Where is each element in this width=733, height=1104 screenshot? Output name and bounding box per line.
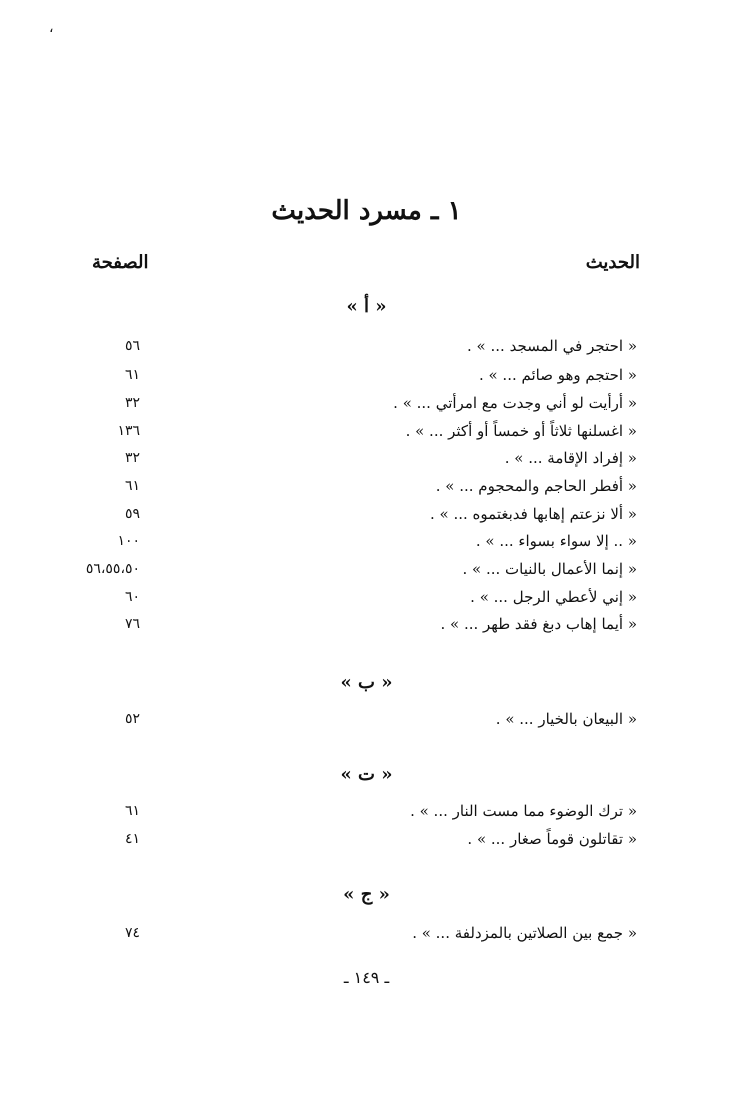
page-number: ٦١	[124, 478, 140, 494]
hadith-text: « تقاتلون قوماً صغار ... » .	[467, 830, 637, 848]
hadith-text: « احتجر في المسجد ... » .	[467, 337, 637, 355]
section-heading-alif: « أ »	[346, 296, 387, 317]
hadith-text: « ألا نزعتم إهابها فدبغتموه ... » .	[429, 505, 637, 523]
hadith-text: « البيعان بالخيار ... » .	[495, 710, 637, 728]
hadith-text: « احتجم وهو صائم ... » .	[478, 366, 637, 384]
page-number: ٣٢	[124, 395, 140, 411]
section-heading-jim: « ج »	[343, 884, 390, 905]
page-number: ٤١	[124, 831, 140, 847]
corner-mark: ،	[49, 20, 54, 36]
page-number: ٥٦	[124, 338, 140, 354]
page-number: ٦١	[124, 367, 140, 383]
index-row	[0, 709, 733, 737]
hadith-text: « .. إلا سواء بسواء ... » .	[475, 532, 637, 550]
index-row	[0, 587, 733, 615]
page-number: ٦١	[124, 803, 140, 819]
index-row	[0, 448, 733, 476]
index-row	[0, 531, 733, 559]
page-number: ٥٦،٥٥،٥٠	[85, 561, 140, 577]
hadith-text: « ترك الوضوء مما مست النار ... » .	[410, 802, 637, 820]
hadith-text: « جمع بين الصلاتين بالمزدلفة ... » .	[412, 924, 637, 942]
index-row	[0, 829, 733, 857]
index-row	[0, 559, 733, 587]
page-title: ١ ـ مسرد الحديث	[271, 196, 462, 226]
page-number: ١٠٠	[117, 533, 140, 549]
index-row	[0, 421, 733, 449]
page-number-footer: ـ ١٤٩ ـ	[343, 968, 390, 987]
page-number: ٥٩	[124, 506, 140, 522]
section-heading-ba: « ب »	[340, 672, 393, 693]
page-number: ٥٢	[124, 711, 140, 727]
hadith-text: « أرأيت لو أني وجدت مع امرأتي ... » .	[393, 394, 637, 412]
index-row	[0, 365, 733, 393]
index-row	[0, 504, 733, 532]
index-row	[0, 801, 733, 829]
page-number: ٣٢	[124, 450, 140, 466]
index-row	[0, 476, 733, 504]
column-header-page: الصفحة	[92, 252, 149, 273]
section-heading-ta: « ت »	[340, 764, 393, 785]
hadith-text: « إني لأعطي الرجل ... » .	[470, 588, 637, 606]
hadith-text: « إنما الأعمال بالنيات ... » .	[462, 560, 637, 578]
page-number: ٧٦	[124, 616, 140, 632]
page-number: ١٣٦	[117, 423, 140, 439]
index-row	[0, 336, 733, 364]
index-row	[0, 923, 733, 951]
page-number: ٦٠	[124, 589, 140, 605]
hadith-text: « إفراد الإقامة ... » .	[504, 449, 637, 467]
page-number: ٧٤	[124, 925, 140, 941]
index-row	[0, 614, 733, 642]
hadith-text: « اغسلنها ثلاثاً أو خمساً أو أكثر ... » .	[405, 422, 637, 440]
hadith-text: « أيما إهاب دبغ فقد طهر ... » .	[440, 615, 637, 633]
index-row	[0, 393, 733, 421]
hadith-text: « أفطر الحاجم والمحجوم ... » .	[435, 477, 637, 495]
column-header-hadith: الحديث	[585, 252, 640, 273]
